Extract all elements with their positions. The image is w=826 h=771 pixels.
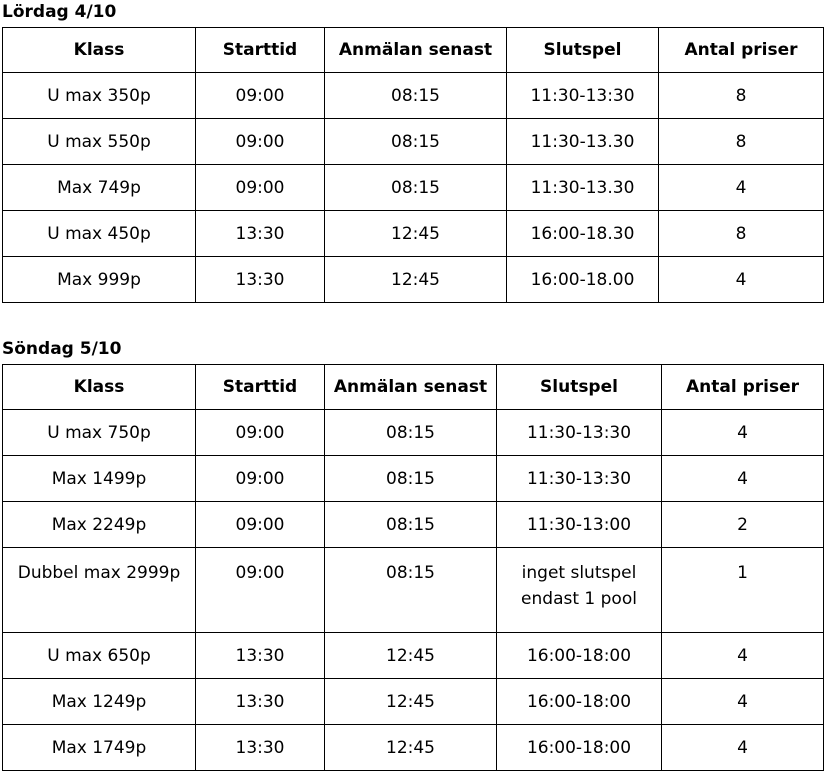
cell-starttid: 09:00 bbox=[196, 502, 325, 548]
slutspel-text: inget slutspel bbox=[521, 563, 637, 583]
table-header-row bbox=[3, 28, 824, 73]
table-row bbox=[3, 257, 824, 303]
sunday-title: Söndag 5/10 bbox=[2, 339, 122, 359]
cell-slutspel bbox=[497, 548, 662, 633]
cell-starttid: 13:30 bbox=[196, 633, 325, 679]
header-klass: Klass bbox=[3, 28, 196, 73]
cell-klass: Max 2249p bbox=[3, 502, 196, 548]
cell-antal-priser: 4 bbox=[662, 725, 824, 771]
cell-anmalan-senast: 12:45 bbox=[325, 725, 497, 771]
cell-slutspel: 11:30-13:30 bbox=[507, 73, 659, 119]
cell-slutspel: 16:00-18:00 bbox=[497, 633, 662, 679]
cell-slutspel: 16:00-18:00 bbox=[497, 679, 662, 725]
cell-antal-priser: 8 bbox=[659, 119, 824, 165]
cell-anmalan-senast: 08:15 bbox=[325, 73, 507, 119]
cell-starttid: 13:30 bbox=[196, 725, 325, 771]
cell-klass: U max 650p bbox=[3, 633, 196, 679]
cell-starttid: 09:00 bbox=[196, 456, 325, 502]
cell-anmalan-senast: 12:45 bbox=[325, 679, 497, 725]
cell-anmalan-senast: 08:15 bbox=[325, 548, 497, 633]
cell-antal-priser: 4 bbox=[662, 456, 824, 502]
cell-klass: Max 1749p bbox=[3, 725, 196, 771]
cell-antal-priser: 8 bbox=[659, 73, 824, 119]
cell-anmalan-senast: 12:45 bbox=[325, 257, 507, 303]
header-slutspel: Slutspel bbox=[497, 365, 662, 410]
cell-klass: Max 1499p bbox=[3, 456, 196, 502]
table-row bbox=[3, 502, 824, 548]
saturday-schedule-table bbox=[2, 27, 824, 303]
header-anmalan-senast: Anmälan senast bbox=[325, 28, 507, 73]
cell-slutspel: 11:30-13.30 bbox=[507, 165, 659, 211]
cell-anmalan-senast: 08:15 bbox=[325, 119, 507, 165]
table-row bbox=[3, 548, 824, 633]
cell-antal-priser: 4 bbox=[659, 257, 824, 303]
cell-klass: Max 999p bbox=[3, 257, 196, 303]
cell-starttid: 13:30 bbox=[196, 257, 325, 303]
header-starttid: Starttid bbox=[196, 365, 325, 410]
table-row bbox=[3, 410, 824, 456]
header-anmalan-senast: Anmälan senast bbox=[325, 365, 497, 410]
cell-antal-priser: 4 bbox=[662, 410, 824, 456]
cell-klass: U max 350p bbox=[3, 73, 196, 119]
cell-klass: U max 450p bbox=[3, 211, 196, 257]
cell-antal-priser: 1 bbox=[662, 548, 824, 633]
cell-anmalan-senast: 08:15 bbox=[325, 456, 497, 502]
cell-anmalan-senast: 12:45 bbox=[325, 633, 497, 679]
table-row bbox=[3, 211, 824, 257]
cell-antal-priser: 4 bbox=[662, 679, 824, 725]
cell-starttid: 13:30 bbox=[196, 211, 325, 257]
slutspel-note: endast 1 pool bbox=[521, 589, 637, 609]
header-antal-priser: Antal priser bbox=[659, 28, 824, 73]
cell-slutspel: 16:00-18.30 bbox=[507, 211, 659, 257]
table-row bbox=[3, 73, 824, 119]
header-antal-priser: Antal priser bbox=[662, 365, 824, 410]
table-row bbox=[3, 679, 824, 725]
header-slutspel: Slutspel bbox=[507, 28, 659, 73]
sunday-schedule-table bbox=[2, 364, 824, 771]
header-klass: Klass bbox=[3, 365, 196, 410]
saturday-title: Lördag 4/10 bbox=[2, 2, 117, 22]
table-row bbox=[3, 119, 824, 165]
cell-starttid: 09:00 bbox=[196, 119, 325, 165]
table-row bbox=[3, 725, 824, 771]
header-starttid: Starttid bbox=[196, 28, 325, 73]
cell-klass: Max 749p bbox=[3, 165, 196, 211]
cell-anmalan-senast: 12:45 bbox=[325, 211, 507, 257]
cell-starttid: 09:00 bbox=[196, 165, 325, 211]
cell-slutspel: 16:00-18:00 bbox=[497, 725, 662, 771]
table-row bbox=[3, 165, 824, 211]
table-row bbox=[3, 633, 824, 679]
cell-klass: U max 550p bbox=[3, 119, 196, 165]
cell-starttid: 09:00 bbox=[196, 73, 325, 119]
cell-antal-priser: 2 bbox=[662, 502, 824, 548]
cell-klass: U max 750p bbox=[3, 410, 196, 456]
cell-anmalan-senast: 08:15 bbox=[325, 165, 507, 211]
cell-antal-priser: 4 bbox=[662, 633, 824, 679]
cell-starttid: 09:00 bbox=[196, 410, 325, 456]
cell-antal-priser: 8 bbox=[659, 211, 824, 257]
cell-slutspel: 11:30-13:30 bbox=[497, 456, 662, 502]
cell-slutspel: 11:30-13:30 bbox=[497, 410, 662, 456]
cell-antal-priser: 4 bbox=[659, 165, 824, 211]
cell-slutspel: 11:30-13:00 bbox=[497, 502, 662, 548]
cell-klass: Dubbel max 2999p bbox=[3, 548, 196, 633]
table-row bbox=[3, 456, 824, 502]
cell-starttid: 13:30 bbox=[196, 679, 325, 725]
cell-anmalan-senast: 08:15 bbox=[325, 410, 497, 456]
table-header-row bbox=[3, 365, 824, 410]
cell-slutspel: 11:30-13.30 bbox=[507, 119, 659, 165]
cell-anmalan-senast: 08:15 bbox=[325, 502, 497, 548]
cell-starttid: 09:00 bbox=[196, 548, 325, 633]
cell-slutspel: 16:00-18.00 bbox=[507, 257, 659, 303]
cell-klass: Max 1249p bbox=[3, 679, 196, 725]
